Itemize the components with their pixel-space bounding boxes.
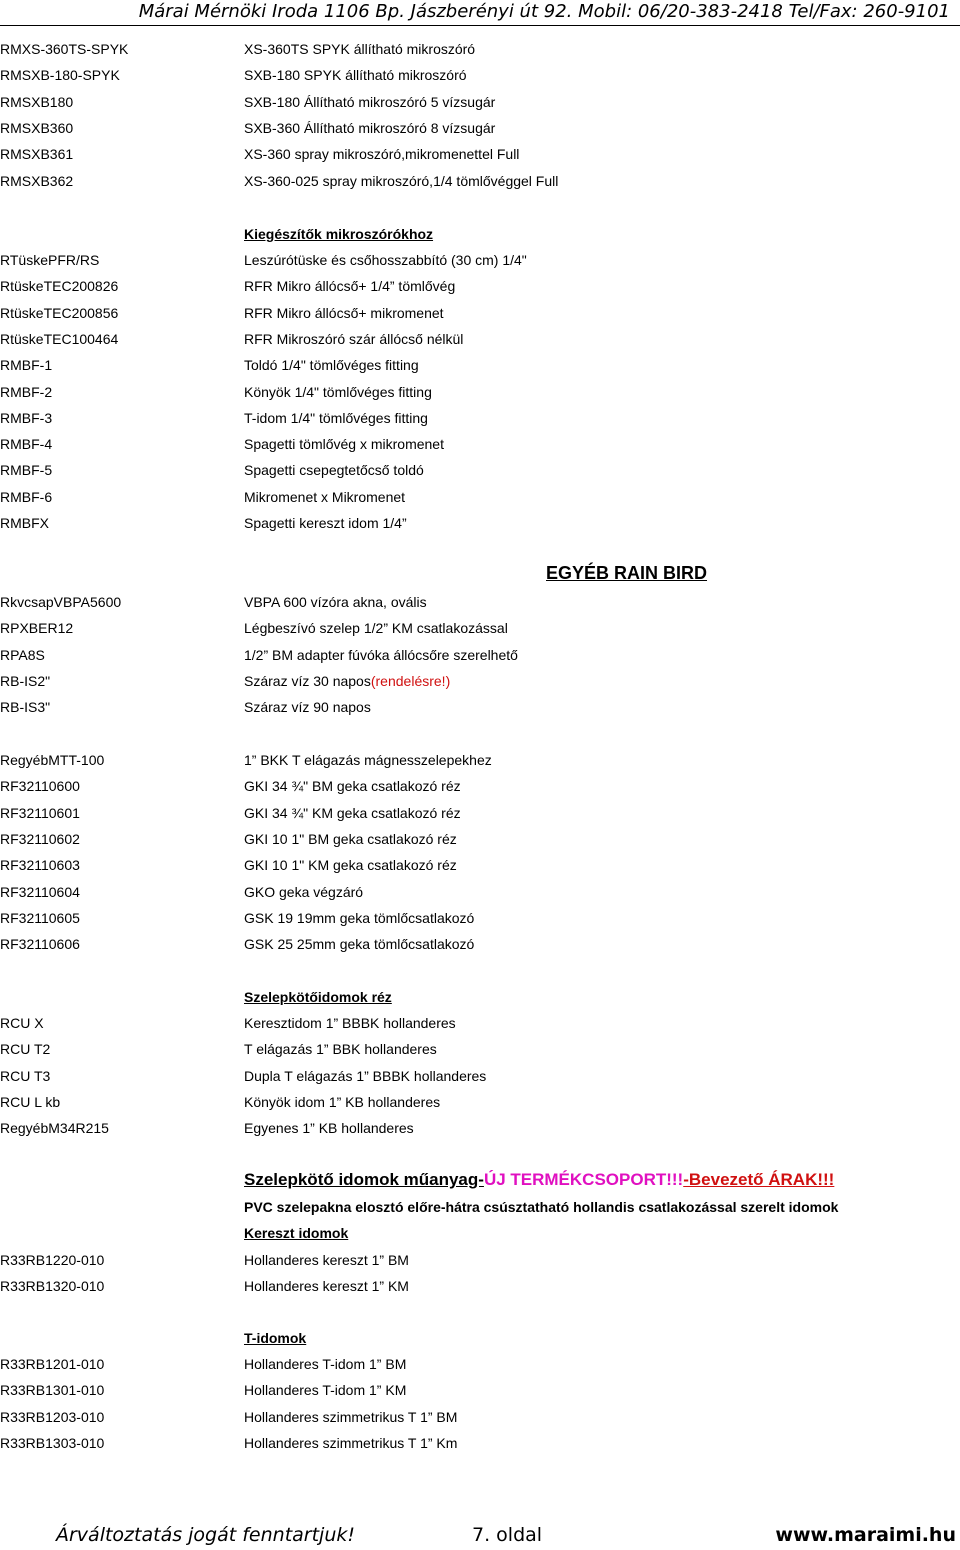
product-description-text: XS-360-025 spray mikroszóró,1/4 tömlővéggel Full (244, 172, 559, 189)
product-description (244, 117, 495, 139)
product-code: RPXBER12 (0, 620, 74, 637)
product-code: RMSXB180 (0, 93, 74, 110)
product-description-text: T-idom 1/4" tömlővéges fitting (244, 409, 428, 426)
product-description (244, 381, 432, 403)
product-row (0, 1091, 960, 1113)
product-description-text: Hollanderes kereszt 1” KM (244, 1278, 409, 1295)
banner-part-3: -Bevezető ÁRAK!!! (683, 1170, 835, 1189)
product-description (244, 433, 444, 455)
product-code: RkvcsapVBPA5600 (0, 594, 122, 610)
product-description (244, 1065, 486, 1087)
product-description (244, 696, 371, 718)
product-code: RCU X (0, 1015, 44, 1031)
product-row (0, 249, 960, 271)
product-description-text: Hollanderes T-idom 1” BM (244, 1356, 407, 1372)
product-description (244, 1038, 437, 1060)
product-code: RMBF-3 (0, 409, 53, 426)
product-row (0, 328, 960, 350)
product-code: RCU T3 (0, 1067, 51, 1084)
section-title-valve-fittings-brass: Szelepkötőidomok réz (244, 989, 392, 1005)
product-row (0, 1353, 960, 1375)
product-description (244, 670, 450, 692)
product-code: RMBF-6 (0, 488, 53, 505)
product-row (0, 854, 960, 876)
product-description (244, 828, 457, 850)
product-description-text: Dupla T elágazás 1” BBBK hollanderes (244, 1067, 487, 1084)
product-code: RCU T2 (0, 1041, 51, 1058)
product-description (244, 775, 461, 797)
product-description (244, 1406, 457, 1428)
product-row (0, 512, 960, 534)
product-description-text: Száraz víz 90 napos (244, 699, 371, 716)
product-code: RMSXB-180-SPYK (0, 67, 120, 84)
product-description (244, 486, 405, 508)
product-row (0, 407, 960, 429)
product-description-text: SXB-360 Állítható mikroszóró 8 vízsugár (244, 119, 496, 136)
product-row (0, 381, 960, 403)
product-description-text: Toldó 1/4" tömlővéges fitting (244, 357, 419, 374)
product-row (0, 64, 960, 86)
page-footer (0, 1520, 960, 1550)
product-code: RF32110606 (0, 936, 80, 953)
product-description (244, 1117, 414, 1139)
product-row (0, 459, 960, 481)
product-row (0, 644, 960, 666)
product-description (244, 1432, 457, 1454)
product-code: RMSXB362 (0, 172, 74, 189)
product-description (244, 302, 444, 324)
product-row (0, 617, 960, 639)
product-description-text: GKI 34 ¾" KM geka csatlakozó réz (244, 804, 461, 821)
product-description (244, 591, 427, 613)
product-code: RF32110603 (0, 857, 80, 874)
product-row (0, 1038, 960, 1060)
product-code: RTüskePFR/RS (0, 252, 100, 268)
product-description (244, 1249, 409, 1271)
pvc-description: PVC szelepakna elosztó előre-hátra csúsztatható hollandis csatlakozással szerelt idomok (244, 1199, 839, 1215)
product-row (0, 354, 960, 376)
product-row (0, 802, 960, 824)
product-description-text: Hollanderes szimmetrikus T 1” BM (244, 1408, 458, 1425)
product-description (244, 881, 363, 903)
product-row (0, 1249, 960, 1271)
product-description (244, 407, 428, 429)
product-description (244, 275, 455, 297)
product-code: RF32110601 (0, 804, 80, 821)
product-description-text: GKI 34 ¾" BM geka csatlakozó réz (244, 778, 461, 795)
product-description (244, 328, 463, 350)
product-row (0, 1012, 960, 1034)
product-description-text: XS-360 spray mikroszóró,mikromenettel Full (244, 146, 520, 163)
product-code: RtüskeTEC200856 (0, 304, 119, 321)
product-code: RPA8S (0, 646, 45, 663)
product-code: RCU L kb (0, 1093, 61, 1110)
product-row (0, 1275, 960, 1297)
product-description-text: Könyök 1/4" tömlővéges fitting (244, 383, 432, 400)
product-code: R33RB1201-010 (0, 1356, 105, 1372)
product-row (0, 1379, 960, 1401)
product-description (244, 459, 424, 481)
product-code: RtüskeTEC100464 (0, 330, 119, 347)
product-description-text: SXB-180 SPYK állítható mikroszóró (244, 67, 467, 84)
product-description (244, 143, 519, 165)
product-description (244, 91, 495, 113)
product-row (0, 1406, 960, 1428)
product-code: R33RB1203-010 (0, 1408, 105, 1425)
product-row (0, 275, 960, 297)
banner-part-1: Szelepkötő idomok műanyag- (244, 1170, 484, 1189)
product-code: RegyébMTT-100 (0, 752, 105, 768)
product-description (244, 933, 474, 955)
product-code: RF32110605 (0, 909, 80, 926)
product-description-text: GSK 25 25mm geka tömlőcsatlakozó (244, 936, 475, 953)
product-description (244, 1275, 409, 1297)
product-description-text: 1” BKK T elágazás mágnesszelepekhez (244, 752, 492, 768)
product-code: RegyébM34R215 (0, 1120, 109, 1137)
product-code: RMSXB361 (0, 146, 74, 163)
section-title-t-fittings: T-idomok (244, 1330, 307, 1346)
product-description (244, 802, 461, 824)
product-code: RMBF-4 (0, 436, 53, 453)
product-row (0, 670, 960, 692)
product-description-text: RFR Mikro állócső+ 1/4” tömlővég (244, 278, 456, 295)
product-description-text: VBPA 600 vízóra akna, ovális (244, 594, 427, 610)
section-title-other-rain-bird: EGYÉB RAIN BIRD (546, 563, 708, 583)
product-row (0, 1432, 960, 1454)
product-description (244, 1379, 406, 1401)
product-row (0, 1117, 960, 1139)
product-code: RB-IS2" (0, 672, 51, 689)
header-rule (0, 25, 960, 26)
product-row (0, 907, 960, 929)
product-row (0, 170, 960, 192)
product-row (0, 881, 960, 903)
product-row (0, 143, 960, 165)
product-code: RMBF-1 (0, 357, 53, 374)
header-contact-text: Márai Mérnöki Iroda 1106 Bp. Jászberényi út 92. Mobil: 06/20-383-2418 Tel/Fax: 260-9101 (138, 1, 950, 22)
product-description (244, 1012, 456, 1034)
product-code: RB-IS3" (0, 699, 51, 716)
product-description-text: GKO geka végzáró (244, 883, 364, 900)
product-code: RF32110602 (0, 830, 80, 847)
product-description-text: T elágazás 1” BBK hollanderes (244, 1041, 437, 1058)
product-code: RF32110600 (0, 778, 80, 795)
product-description-text: Spagetti tömlővég x mikromenet (244, 436, 444, 453)
product-description-text: Leszúrótüske és csőhosszabbító (30 cm) 1/4" (244, 252, 527, 268)
product-description-text: RFR Mikro állócső+ mikromenet (244, 304, 444, 321)
product-description (244, 1091, 440, 1113)
product-description (244, 854, 457, 876)
product-description (244, 1353, 406, 1375)
product-code: R33RB1301-010 (0, 1382, 105, 1399)
product-description-text: GKI 10 1" BM geka csatlakozó réz (244, 830, 457, 847)
product-code: R33RB1320-010 (0, 1278, 105, 1295)
page-header (0, 0, 960, 26)
product-code: RMBFX (0, 515, 49, 531)
product-description-text: XS-360TS SPYK állítható mikroszóró (244, 41, 476, 57)
product-row (0, 302, 960, 324)
product-description-text: Hollanderes T-idom 1” KM (244, 1382, 407, 1399)
product-description-text: Hollanderes kereszt 1” BM (244, 1252, 409, 1268)
product-code: RtüskeTEC200826 (0, 278, 119, 295)
product-code: R33RB1303-010 (0, 1434, 105, 1451)
product-description-text: Egyenes 1” KB hollanderes (244, 1120, 414, 1137)
product-code: RMBF-2 (0, 383, 53, 400)
product-description-text: Könyök idom 1” KB hollanderes (244, 1093, 441, 1110)
product-description-text: GSK 19 19mm geka tömlőcsatlakozó (244, 909, 475, 926)
footer-disclaimer: Árváltoztatás jogát fenntartjuk! (56, 1524, 355, 1546)
product-code: RMXS-360TS-SPYK (0, 41, 129, 57)
product-code: RF32110604 (0, 883, 80, 900)
product-description (244, 749, 492, 771)
product-description-text: RFR Mikroszóró szár állócső nélkül (244, 330, 464, 347)
product-description-text: Keresztidom 1” BBBK hollanderes (244, 1015, 456, 1031)
product-row (0, 433, 960, 455)
product-row (0, 749, 960, 771)
product-description (244, 354, 419, 376)
product-row (0, 828, 960, 850)
product-description-text: GKI 10 1" KM geka csatlakozó réz (244, 857, 457, 874)
product-description-text: Hollanderes szimmetrikus T 1” Km (244, 1434, 458, 1451)
product-description-text: Spagetti csepegtetőcső toldó (244, 462, 424, 479)
product-description-text: Mikromenet x Mikromenet (244, 488, 406, 505)
product-description (244, 907, 474, 929)
product-row (0, 117, 960, 139)
product-code: RMSXB360 (0, 119, 74, 136)
product-row (0, 775, 960, 797)
product-description (244, 38, 475, 60)
order-only-note: (rendelésre!) (370, 672, 451, 689)
section-title-accessories: Kiegészítők mikroszórókhoz (244, 226, 434, 242)
product-description-text: Spagetti kereszt idom 1/4” (244, 515, 407, 531)
new-product-banner (244, 1167, 834, 1193)
product-row (0, 696, 960, 718)
product-description (244, 644, 518, 666)
product-description (244, 249, 527, 271)
product-code: R33RB1220-010 (0, 1252, 105, 1268)
product-row (0, 91, 960, 113)
product-description-text: SXB-180 Állítható mikroszóró 5 vízsugár (244, 93, 496, 110)
product-code: RMBF-5 (0, 462, 53, 479)
product-row (0, 38, 960, 60)
banner-part-2: ÚJ TERMÉKCSOPORT!!! (483, 1170, 684, 1189)
product-row (0, 591, 960, 613)
product-row (0, 486, 960, 508)
product-description (244, 64, 467, 86)
product-description-text: 1/2” BM adapter fúvóka állócsőre szerelhető (244, 646, 518, 663)
product-description (244, 512, 407, 534)
product-description (244, 617, 508, 639)
product-description (244, 170, 558, 192)
footer-page-number: 7. oldal (472, 1524, 543, 1546)
product-description-text: Száraz víz 30 napos (244, 672, 371, 689)
product-row (0, 933, 960, 955)
section-title-cross-fittings: Kereszt idomok (244, 1225, 349, 1241)
footer-website-link[interactable]: www.maraimi.hu (775, 1524, 956, 1546)
product-row (0, 1065, 960, 1087)
product-description-text: Légbeszívó szelep 1/2” KM csatlakozással (244, 620, 508, 637)
